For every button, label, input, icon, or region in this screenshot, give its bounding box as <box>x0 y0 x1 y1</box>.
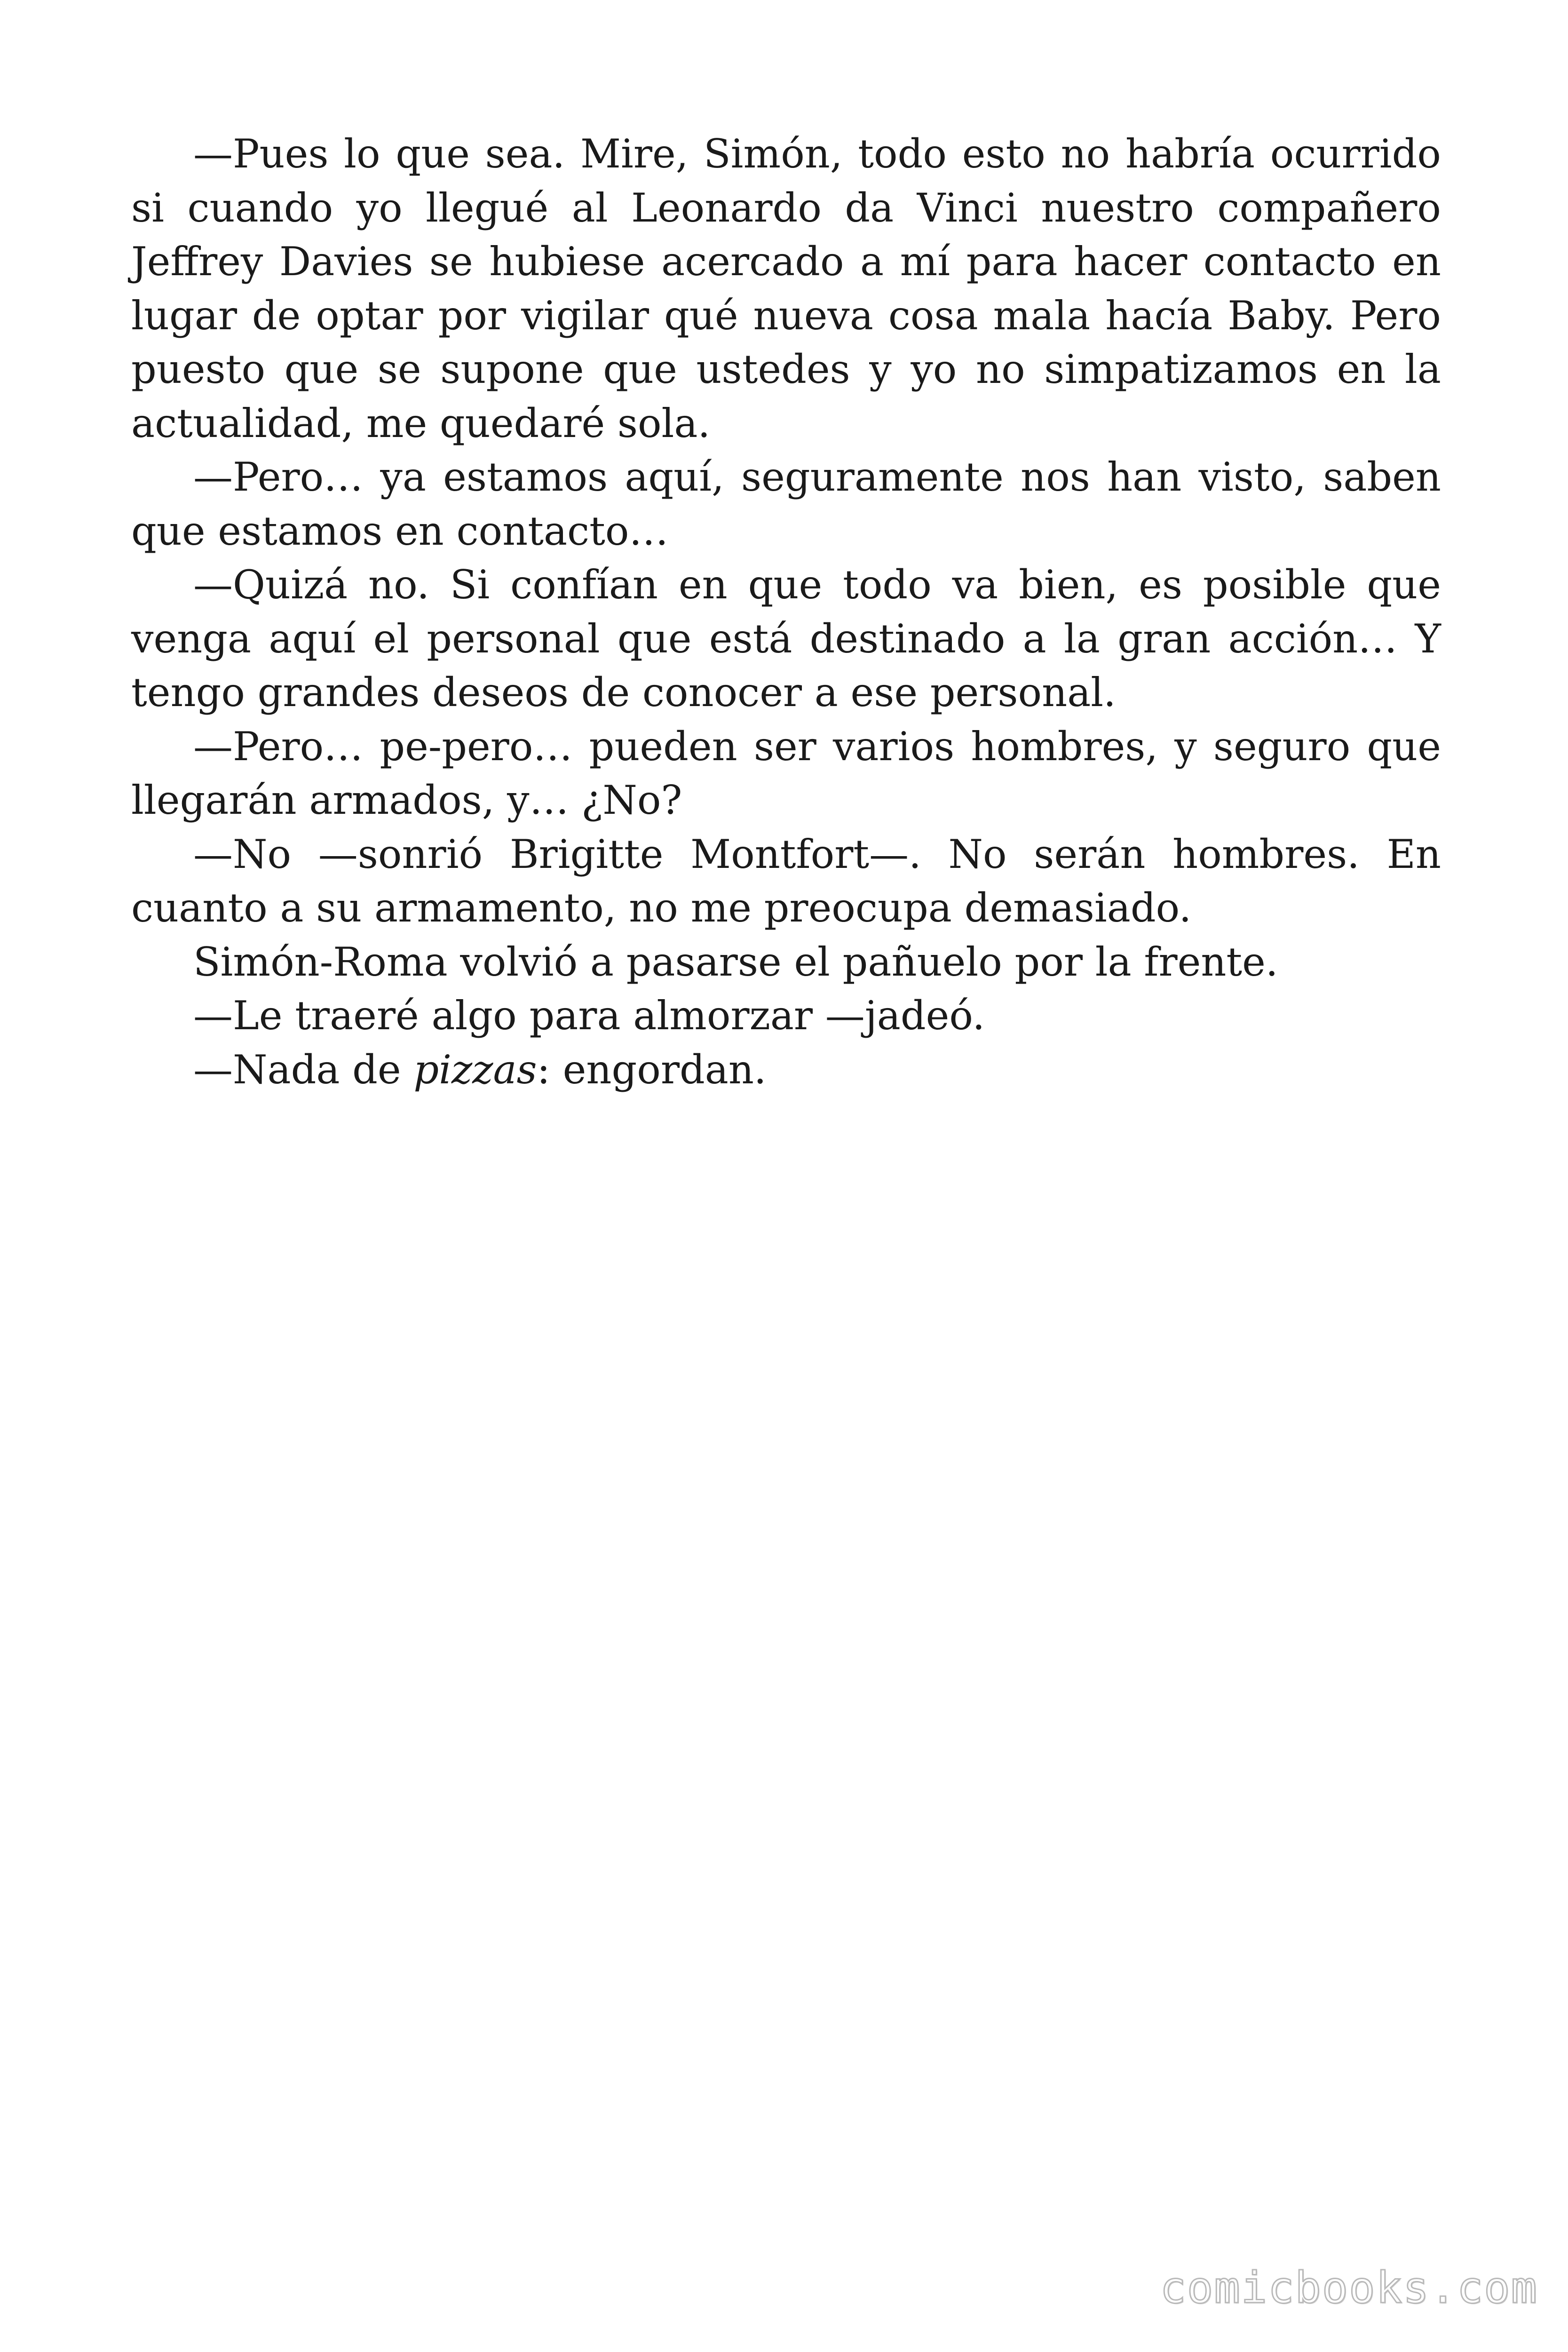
body-text <box>131 127 1441 1097</box>
paragraph-last-start: —Nada de <box>193 1046 414 1093</box>
paragraph: —Pero… pe-pero… pueden ser varios hombres, y seguro que llegarán armados, y… ¿No? <box>131 723 1441 823</box>
paragraph: —Le traeré algo para almorzar —jadeó. <box>193 993 985 1039</box>
paragraph: —No —sonrió Brigitte Montfort—. No serán hombres. En cuanto a su armamento, no me preocupa demasiado. <box>131 831 1441 931</box>
paragraph-last-end: : engordan. <box>537 1046 767 1093</box>
paragraph: —Pues lo que sea. Mire, Simón, todo esto no habría ocurrido si cuando yo llegué al Leonardo da Vinci nuestro compañero Jeffrey Davies se hubiese acercado a mí para hacer contacto en lugar de optar por vigilar qué nueva cosa mala hacía Baby. Pero puesto que se supone que ustedes y yo no simpatizamos en la actualidad, me quedaré sola. <box>131 131 1441 446</box>
paragraph: —Quizá no. Si confían en que todo va bien, es posible que venga aquí el personal que está destinado a la gran acción… Y tengo grandes deseos de conocer a ese personal. <box>131 562 1441 715</box>
italic-word: pizzas <box>413 1046 537 1093</box>
paragraph: —Pero… ya estamos aquí, seguramente nos han visto, saben que estamos en contacto… <box>131 454 1441 554</box>
paragraph-last <box>131 1043 1441 1097</box>
watermark-text: comicbooks.com <box>1160 2263 1538 2313</box>
paragraph: Simón-Roma volvió a pasarse el pañuelo por la frente. <box>193 938 1278 985</box>
